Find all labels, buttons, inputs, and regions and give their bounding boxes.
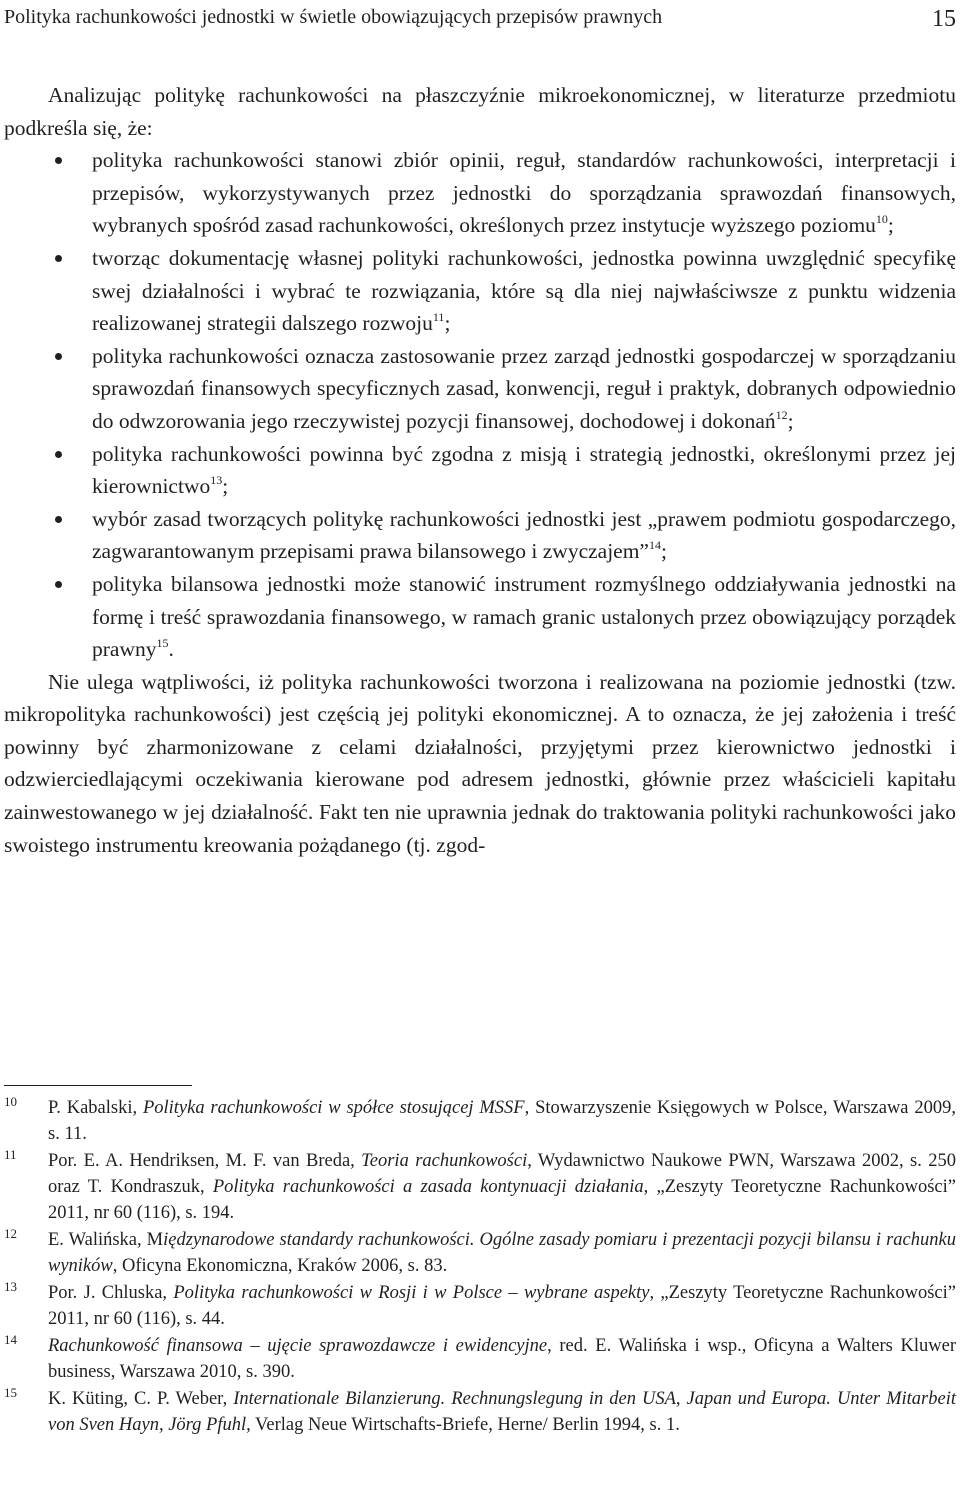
bullet-punct: ;: [787, 408, 794, 433]
footnote-separator: [4, 1085, 192, 1086]
footnote-ref: 15: [156, 636, 169, 651]
footnote-number: 13: [4, 1279, 17, 1294]
footnote: [4, 1386, 956, 1438]
footnote-number: 15: [4, 1385, 17, 1400]
footnote-title: Polityka rachunkowości w spółce stosującej MSSF: [142, 1098, 525, 1118]
footnote-text: E. Walińska, M: [48, 1230, 164, 1250]
bullet-item: [4, 438, 956, 503]
footnote-ref: 14: [648, 538, 661, 553]
footnote-number: 11: [4, 1147, 17, 1162]
bullet-text: polityka rachunkowości oznacza zastosowanie przez zarząd jednostki gospodarczej w sporządzaniu sprawozdań finansowych specyficznych zasad, konwencji, reguł i praktyk, dobranych odpowiednio do odwzorowania jego rzeczywistej pozycji finansowej, dochodowej i dokonań: [92, 343, 956, 433]
footnote-ref: 12: [775, 407, 788, 422]
body-text: [4, 79, 956, 861]
footnote-title: Teoria rachunkowości: [361, 1151, 528, 1171]
bullet-text: polityka rachunkowości powinna być zgodna z misją i strategią jednostki, określonymi przez jej kierownictwo: [92, 441, 956, 499]
footnote: [4, 1333, 956, 1385]
footnote: [4, 1095, 956, 1147]
footnote-ref: 10: [875, 212, 888, 227]
bullet-item: [4, 568, 956, 666]
footnote-title: Polityka rachunkowości a zasada kontynuacji działania: [212, 1177, 644, 1197]
bullet-text: wybór zasad tworzących politykę rachunkowości jednostki jest „prawem podmiotu gospodarczego, zagwarantowanym przepisami prawa bilansowego i zwyczajem”: [92, 506, 956, 564]
footnote-text: K. Küting, C. P. Weber,: [48, 1389, 234, 1409]
footnote-ref: 13: [210, 473, 223, 488]
footnote-ref: 11: [432, 310, 445, 325]
bullet-item: [4, 144, 956, 242]
bullet-item: [4, 503, 956, 568]
page-number: 15: [932, 6, 956, 32]
bullet-text: polityka rachunkowości stanowi zbiór opinii, reguł, standardów rachunkowości, interpretacji i przepisów, wykorzystywanych przez jednostki do sporządzania sprawozdań finansowych, wybranych spośród zasad rachunkowości, określonych przez instytucje wyższego poziomu: [92, 148, 956, 238]
footnote-text: , Wydawnictwo Naukowe PWN, Warszawa 2002, s. 250 oraz T. Kondraszuk,: [48, 1151, 956, 1197]
footnote-title: Rachunkowość finansowa – ujęcie sprawozdawcze i ewidencyjne: [48, 1336, 548, 1356]
bullet-item: [4, 242, 956, 340]
footnote-text: , Verlag Neue Wirtschafts-Briefe, Herne/ Berlin 1994, s. 1.: [246, 1415, 680, 1435]
running-header: [4, 6, 956, 36]
footnote-title: Internationale Bilanzierung. Rechnungslegung in den USA, Japan und Europa. Unter Mitarbeit von Sven Hayn, Jörg Pfuhl: [48, 1389, 956, 1435]
footnote-text: Por. E. A. Hendriksen, M. F. van Breda,: [48, 1151, 362, 1171]
bullet-item: [4, 340, 956, 438]
bullet-text: polityka bilansowa jednostki może stanowić instrument rozmyślnego oddziaływania jednostki na formę i treść sprawozdania finansowego, w ramach granic ustalonych przez obowiązujący porządek prawny: [92, 571, 956, 662]
bullet-list: [4, 144, 956, 666]
running-title: Polityka rachunkowości jednostki w świetle obowiązujących przepisów prawnych: [4, 6, 663, 28]
footnote-number: 12: [4, 1226, 17, 1241]
footnote: [4, 1280, 956, 1332]
footnote-text: P. Kabalski,: [48, 1098, 143, 1118]
bullet-punct: ;: [222, 474, 229, 499]
footnote-title: iędzynarodowe standardy rachunkowości. Ogólne zasady pomiaru i prezentacji pozycji bilansu i rachunku wyników: [48, 1230, 956, 1276]
footnote-number: 10: [4, 1094, 17, 1109]
footnote-text: Por. J. Chluska,: [48, 1283, 174, 1303]
footnote-text: , Stowarzyszenie Księgowych w Polsce, Warszawa 2009, s. 11.: [48, 1098, 956, 1144]
footnote: [4, 1148, 956, 1226]
footnote-text: , „Zeszyty Teoretyczne Rachunkowości” 2011, nr 60 (116), s. 194.: [48, 1177, 956, 1223]
bullet-punct: ;: [660, 539, 667, 564]
footnote-text: , Oficyna Ekonomiczna, Kraków 2006, s. 83.: [112, 1256, 448, 1276]
footnote: [4, 1227, 956, 1279]
closing-paragraph: Nie ulega wątpliwości, iż polityka rachunkowości tworzona i realizowana na poziomie jednostki (tzw. mikropolityka rachunkowości) jest częścią jej polityki ekonomicznej. A to oznacza, że jej założenia i treść powinny być zharmonizowane z celami działalności, przyjętymi przez kierownictwo jednostki i odzwierciedlającymi oczekiwania kierowane pod adresem jednostki, głównie przez właścicieli kapitału zainwestowanego w jej działalność. Fakt ten nie uprawnia jednak do traktowania polityki rachunkowości jako swoistego instrumentu kreowania pożądanego (tj. zgod-: [4, 669, 956, 857]
bullet-punct: ;: [887, 213, 894, 238]
bullet-text: tworząc dokumentację własnej polityki rachunkowości, jednostka powinna uwzględnić specyfikę swej działalności i wybrać te rozwiązania, które są dla niej najwłaściwsze z punktu widzenia realizowanej strategii dalszego rozwoju: [92, 245, 956, 336]
footnote-title: Polityka rachunkowości w Rosji i w Polsce – wybrane aspekty: [173, 1283, 650, 1303]
intro-paragraph: Analizując politykę rachunkowości na płaszczyźnie mikroekonomicznej, w literaturze przedmiotu podkreśla się, że:: [4, 83, 956, 140]
footnote-text: , „Zeszyty Teoretyczne Rachunkowości” 2011, nr 60 (116), s. 44.: [48, 1283, 956, 1329]
footnote-text: , red. E. Walińska i wsp., Oficyna a Walters Kluwer business, Warszawa 2010, s. 390.: [48, 1336, 956, 1382]
bullet-punct: .: [168, 637, 174, 662]
footnotes: [4, 1095, 956, 1439]
footnote-number: 14: [4, 1332, 17, 1347]
bullet-punct: ;: [444, 311, 451, 336]
